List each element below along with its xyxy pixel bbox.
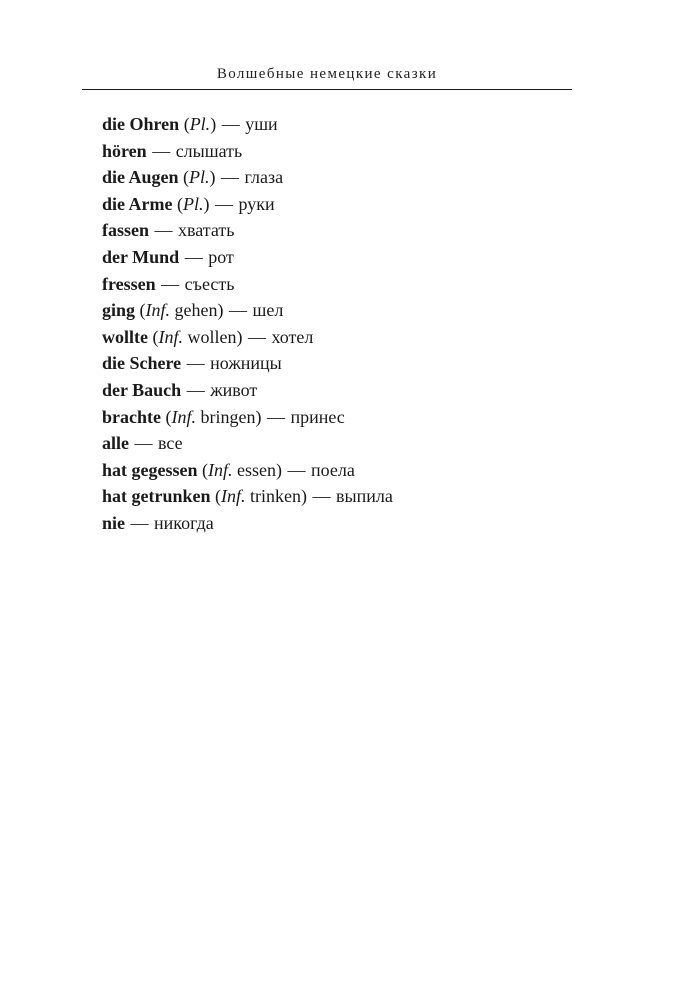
note-abbreviation: Pl. [182, 193, 204, 214]
vocab-entry [102, 111, 572, 138]
note-abbreviation: Inf. [158, 326, 183, 347]
russian-translation: принес [290, 406, 345, 427]
grammar-note [215, 486, 307, 506]
em-dash: — [214, 193, 233, 214]
em-dash: — [134, 433, 153, 454]
vocab-entry [102, 297, 572, 324]
note-abbreviation: Inf. [171, 406, 196, 427]
note-infinitive: wollen [182, 326, 237, 347]
vocab-entry [102, 244, 572, 271]
note-infinitive: gehen [170, 300, 218, 321]
vocab-entry [102, 483, 572, 510]
em-dash: — [184, 246, 203, 267]
german-term: die Schere [102, 353, 182, 374]
note-open-paren: ( [202, 459, 208, 480]
vocab-entry [102, 138, 572, 165]
note-close-paren: ) [217, 300, 224, 321]
russian-translation: выпила [336, 486, 393, 507]
em-dash: — [229, 300, 247, 321]
vocab-entry [102, 191, 572, 218]
em-dash: — [186, 353, 205, 374]
vocab-entry [102, 271, 572, 298]
header-rule [82, 89, 572, 90]
em-dash: — [221, 114, 240, 134]
vocab-entry [102, 164, 572, 191]
german-term: nie [102, 512, 126, 533]
russian-translation: живот [210, 379, 258, 400]
note-close-paren: ) [209, 167, 216, 188]
note-abbreviation: Pl. [189, 114, 211, 134]
german-term: ging [102, 300, 136, 321]
german-term: brachte [102, 406, 161, 427]
em-dash: — [312, 486, 331, 507]
russian-translation: руки [238, 193, 275, 214]
note-infinitive: trinken [245, 486, 302, 507]
german-term: hören [102, 140, 147, 161]
note-open-paren: ( [152, 326, 159, 347]
russian-translation: глаза [244, 167, 284, 188]
vocab-entry [102, 457, 572, 484]
russian-translation: хватать [178, 220, 235, 241]
german-term: alle [102, 433, 129, 454]
note-open-paren: ( [215, 486, 222, 507]
german-term: hat gegessen [102, 459, 198, 480]
note-open-paren: ( [165, 406, 172, 427]
note-close-paren: ) [203, 193, 210, 214]
grammar-note [165, 407, 261, 427]
vocab-entry [102, 510, 572, 537]
vocab-entry [102, 377, 572, 404]
german-term: die Ohren [102, 114, 180, 134]
russian-translation: ножницы [210, 353, 282, 374]
note-open-paren: ( [176, 193, 183, 214]
note-close-paren: ) [236, 326, 243, 347]
note-open-paren: ( [139, 300, 146, 321]
note-abbreviation: Inf. [221, 486, 246, 507]
em-dash: — [161, 273, 180, 294]
grammar-note [140, 300, 224, 320]
em-dash: — [247, 326, 266, 347]
russian-translation: никогда [154, 512, 214, 533]
em-dash: — [154, 220, 173, 241]
em-dash: — [130, 512, 149, 533]
russian-translation: съесть [184, 273, 235, 294]
note-close-paren: ) [210, 114, 217, 134]
note-infinitive: bringen [195, 406, 256, 427]
note-open-paren: ( [183, 114, 190, 134]
vocab-entry [102, 404, 572, 431]
german-term: wollte [102, 326, 148, 347]
note-close-paren: ) [276, 459, 282, 480]
note-open-paren: ( [183, 167, 190, 188]
note-close-paren: ) [301, 486, 308, 507]
vocab-entry [102, 430, 572, 457]
vocabulary-list [102, 111, 572, 537]
russian-translation: все [158, 433, 183, 454]
note-infinitive: essen [232, 459, 276, 480]
german-term: hat getrunken [102, 486, 211, 507]
grammar-note [177, 194, 210, 214]
german-term: fassen [102, 220, 150, 241]
russian-translation: поела [311, 459, 355, 480]
grammar-note [152, 327, 242, 347]
grammar-note [202, 460, 282, 480]
german-term: der Bauch [102, 379, 182, 400]
russian-translation: слышать [175, 140, 243, 161]
german-term: die Augen [102, 167, 179, 188]
german-term: der Mund [102, 246, 180, 267]
vocab-entry [102, 350, 572, 377]
em-dash: — [152, 140, 171, 161]
russian-translation: хотел [271, 326, 314, 347]
russian-translation: уши [245, 114, 278, 134]
em-dash: — [266, 406, 285, 427]
russian-translation: шел [252, 300, 284, 321]
running-header: Волшебные немецкие сказки [216, 66, 438, 82]
em-dash: — [287, 459, 306, 480]
vocab-entry [102, 324, 572, 351]
em-dash: — [221, 167, 240, 188]
german-term: fressen [102, 273, 156, 294]
grammar-note [183, 167, 216, 187]
em-dash: — [186, 379, 205, 400]
grammar-note [184, 114, 217, 134]
german-term: die Arme [102, 193, 173, 214]
note-abbreviation: Pl. [189, 167, 210, 188]
vocab-entry [102, 217, 572, 244]
note-abbreviation: Inf. [208, 459, 233, 480]
note-abbreviation: Inf. [145, 300, 171, 321]
russian-translation: рот [208, 246, 234, 267]
note-close-paren: ) [255, 406, 262, 427]
